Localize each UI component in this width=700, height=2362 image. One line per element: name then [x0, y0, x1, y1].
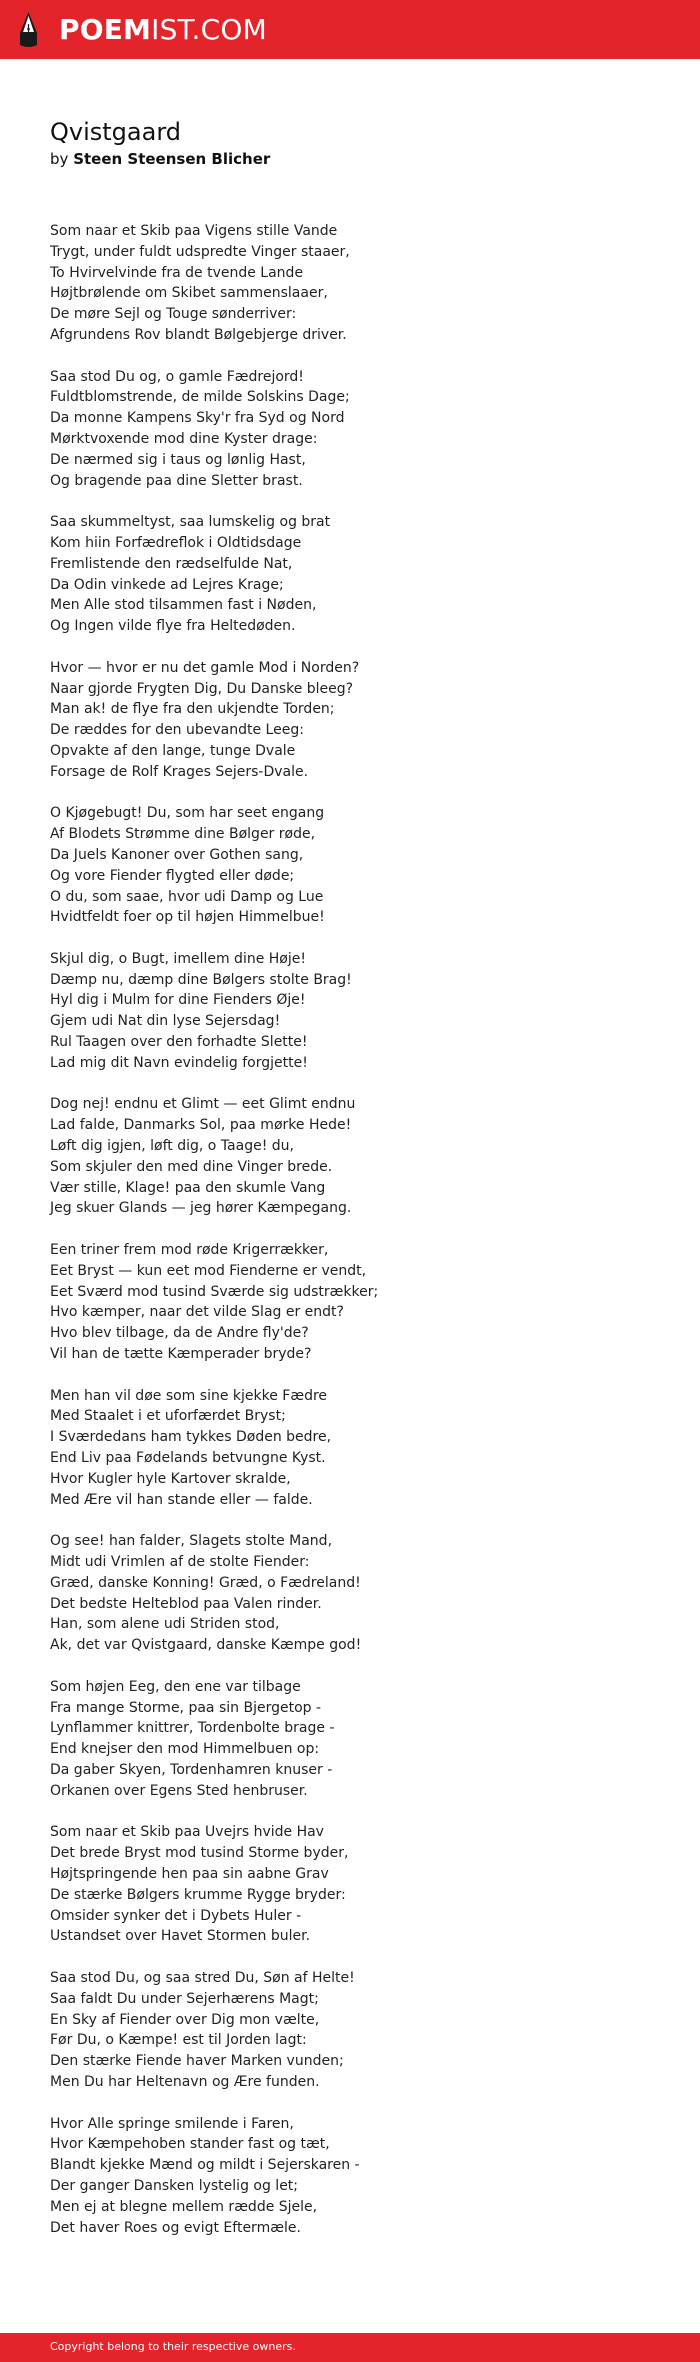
poem-stanza: [50, 221, 670, 346]
poem-line: Dæmp nu, dæmp dine Bølgers stolte Brag!: [50, 971, 352, 988]
poem-line: Men ej at blegne mellem rædde Sjele,: [50, 2198, 318, 2215]
poem-line: Lad mig dit Navn evindelig forgjette!: [50, 1054, 308, 1071]
poem-line: I Sværdedans ham tykkes Døden bedre,: [50, 1429, 332, 1446]
poem-stanza: [50, 1386, 670, 1511]
poem-title: Qvistgaard: [50, 118, 182, 146]
poem-line: Opvakte af den lange, tunge Dvale: [50, 742, 296, 759]
poem-line: Højtspringende hen paa sin aabne Grav: [50, 1865, 329, 1882]
poem-line: Saa stod Du, og saa stred Du, Søn af Helte!: [50, 1969, 355, 1986]
poem-line: Som højen Eeg, den ene var tilbage: [50, 1678, 301, 1695]
poem-line: Han, som alene udi Striden stod,: [50, 1616, 280, 1633]
poem-line: Der ganger Dansken lystelig og let;: [50, 2177, 299, 2194]
poem-line: Trygt, under fuldt udspredte Vinger staaer,: [50, 243, 350, 260]
poem-line: Saa faldt Du under Sejerhærens Magt;: [50, 1990, 319, 2007]
poem-line: O du, som saae, hvor udi Damp og Lue: [50, 888, 324, 905]
poem-line: Og see! han falder, Slagets stolte Mand,: [50, 1533, 333, 1550]
poem-stanza: [50, 803, 670, 928]
poem-line: Hvor — hvor er nu det gamle Mod i Norden?: [50, 659, 360, 676]
poem-line: Som naar et Skib paa Vigens stille Vande: [50, 223, 338, 239]
poem-line: Gjem udi Nat din lyse Sejersdag!: [50, 1013, 281, 1030]
poem-line: Hvo blev tilbage, da de Andre fly'de?: [50, 1325, 309, 1342]
poem-stanza: [50, 1240, 670, 1365]
poem-line: Hyl dig i Mulm for dine Fienders Øje!: [50, 992, 306, 1009]
poem-line: Naar gjorde Frygten Dig, Du Danske bleeg?: [50, 680, 354, 697]
poem-line: Rul Taagen over den forhadte Slette!: [50, 1034, 308, 1051]
poem-line: Eet Bryst — kun eet mod Fienderne er vendt,: [50, 1262, 367, 1279]
poem-stanza: [50, 1531, 670, 1656]
poem-line: End Liv paa Fødelands betvungne Kyst.: [50, 1450, 326, 1467]
poem-line: Som naar et Skib paa Uvejrs hvide Hav: [50, 1824, 324, 1841]
poem-stanza: [50, 1677, 670, 1802]
logo-text-bold: POEM: [59, 13, 152, 46]
poem-line: Da monne Kampens Sky'r fra Syd og Nord: [50, 410, 345, 427]
site-header: [0, 0, 700, 59]
poem-line: De ræddes for den ubevandte Leeg:: [50, 722, 304, 739]
poem-line: Hvo kæmper, naar det vilde Slag er endt?: [50, 1304, 344, 1321]
byline: [50, 149, 270, 169]
poem-line: Fuldtblomstrende, de milde Solskins Dage;: [50, 389, 350, 406]
poem-stanza: [50, 367, 670, 492]
poem-line: Fra mange Storme, paa sin Bjergetop -: [50, 1699, 322, 1716]
poem-line: Det brede Bryst mod tusind Storme byder,: [50, 1845, 349, 1862]
poem-stanza: [50, 512, 670, 637]
site-logo[interactable]: [18, 11, 267, 49]
poem-line: Jeg skuer Glands — jeg hører Kæmpegang.: [50, 1200, 352, 1217]
poem-line: Med Ære vil han stande eller — falde.: [50, 1491, 313, 1508]
author-link[interactable]: Steen Steensen Blicher: [73, 150, 271, 168]
poem-line: Fremlistende den rædselfulde Nat,: [50, 555, 293, 572]
poem-line: De møre Sejl og Touge sønderriver:: [50, 306, 297, 323]
poem-line: Hvor Kæmpehoben stander fast og tæt,: [50, 2136, 330, 2153]
site-footer: [0, 2333, 700, 2362]
poem-line: Men Du har Heltenavn og Ære funden.: [50, 2073, 320, 2090]
poem-line: To Hvirvelvinde fra de tvende Lande: [50, 264, 304, 281]
poem-line: Og Ingen vilde flye fra Heltedøden.: [50, 618, 296, 635]
poem-body: [50, 221, 670, 2259]
poem-stanza: [50, 1968, 670, 2093]
poem-line: En Sky af Fiender over Dig mon vælte,: [50, 2011, 320, 2028]
poem-line: Saa skummeltyst, saa lumskelig og brat: [50, 514, 331, 531]
pen-nib-icon: [18, 11, 39, 49]
poem-line: Men han vil døe som sine kjekke Fædre: [50, 1387, 328, 1404]
poem-stanza: [50, 1094, 670, 1219]
poem-line: Kom hiin Forfædreflok i Oldtidsdage: [50, 534, 302, 551]
poem-line: De nærmed sig i taus og lønlig Hast,: [50, 451, 306, 468]
poem-line: Hvor Kugler hyle Kartover skralde,: [50, 1470, 291, 1487]
poem-line: Da Odin vinkede ad Lejres Krage;: [50, 576, 284, 593]
poem-line: Vil han de tætte Kæmperader bryde?: [50, 1346, 312, 1363]
poem-line: Omsider synker det i Dybets Huler -: [50, 1907, 302, 1924]
poem-line: Da gaber Skyen, Tordenhamren knuser -: [50, 1761, 333, 1778]
poem-line: Før Du, o Kæmpe! est til Jorden lagt:: [50, 2032, 307, 2049]
poem-line: Den stærke Fiende haver Marken vunden;: [50, 2053, 344, 2070]
poem-line: End knejser den mod Himmelbuen op:: [50, 1741, 320, 1758]
poem-line: Hvidtfeldt foer op til højen Himmelbue!: [50, 909, 325, 926]
poem-stanza: [50, 658, 670, 783]
poem-stanza: [50, 1822, 670, 1947]
logo-text: [59, 11, 267, 49]
poem-line: Afgrundens Rov blandt Bølgebjerge driver.: [50, 326, 347, 343]
poem-line: Højtbrølende om Skibet sammenslaaer,: [50, 285, 328, 302]
poem-line: Skjul dig, o Bugt, imellem dine Høje!: [50, 950, 306, 967]
poem-line: Saa stod Du og, o gamle Fædrejord!: [50, 368, 304, 385]
poem-line: Forsage de Rolf Krages Sejers-Dvale.: [50, 763, 309, 780]
poem-line: Ak, det var Qvistgaard, danske Kæmpe god!: [50, 1637, 362, 1654]
poem-line: Græd, danske Konning! Græd, o Fædreland!: [50, 1574, 361, 1591]
by-label: by: [50, 150, 69, 168]
poem-line: Mørktvoxende mod dine Kyster drage:: [50, 430, 318, 447]
poem-line: Lad falde, Danmarks Sol, paa mørke Hede!: [50, 1117, 352, 1134]
poem-line: Midt udi Vrimlen af de stolte Fiender:: [50, 1554, 310, 1570]
poem-line: Med Staalet i et uforfærdet Bryst;: [50, 1408, 286, 1425]
poem-line: Blandt kjekke Mænd og mildt i Sejerskaren -: [50, 2157, 360, 2174]
poem-line: Orkanen over Egens Sted henbruser.: [50, 1782, 308, 1799]
poem-line: Løft dig igjen, løft dig, o Taage! du,: [50, 1138, 294, 1155]
poem-line: Og bragende paa dine Sletter brast.: [50, 472, 303, 489]
poem-line: Og vore Fiender flygted eller døde;: [50, 867, 295, 884]
poem-line: Eet Sværd mod tusind Sværde sig udstrækker;: [50, 1283, 379, 1300]
poem-line: Hvor Alle springe smilende i Faren,: [50, 2115, 294, 2132]
poem-line: Men Alle stod tilsammen fast i Nøden,: [50, 597, 317, 614]
poem-line: Da Juels Kanoner over Gothen sang,: [50, 846, 304, 863]
poem-line: De stærke Bølgers krumme Rygge bryder:: [50, 1886, 346, 1903]
logo-text-light: IST.COM: [151, 13, 267, 46]
poem-line: Af Blodets Strømme dine Bølger røde,: [50, 826, 316, 843]
poem-line: Dog nej! endnu et Glimt — eet Glimt endnu: [50, 1096, 356, 1113]
poem-line: O Kjøgebugt! Du, som har seet engang: [50, 805, 325, 822]
poem-line: Een triner frem mod røde Krigerrækker,: [50, 1242, 329, 1259]
poem-line: Lynflammer knittrer, Tordenbolte brage -: [50, 1720, 335, 1737]
poem-line: Man ak! de flye fra den ukjendte Torden;: [50, 701, 335, 718]
poem-stanza: [50, 949, 670, 1074]
poem-stanza: [50, 2114, 670, 2239]
copyright-text: Copyright belong to their respective owners.: [50, 2340, 296, 2353]
poem-line: Vær stille, Klage! paa den skumle Vang: [50, 1179, 326, 1196]
poem-line: Det haver Roes og evigt Eftermæle.: [50, 2219, 301, 2236]
poem-line: Ustandset over Havet Stormen buler.: [50, 1928, 311, 1945]
poem-line: Som skjuler den med dine Vinger brede.: [50, 1158, 333, 1175]
poem-line: Det bedste Helteblod paa Valen rinder.: [50, 1595, 322, 1612]
